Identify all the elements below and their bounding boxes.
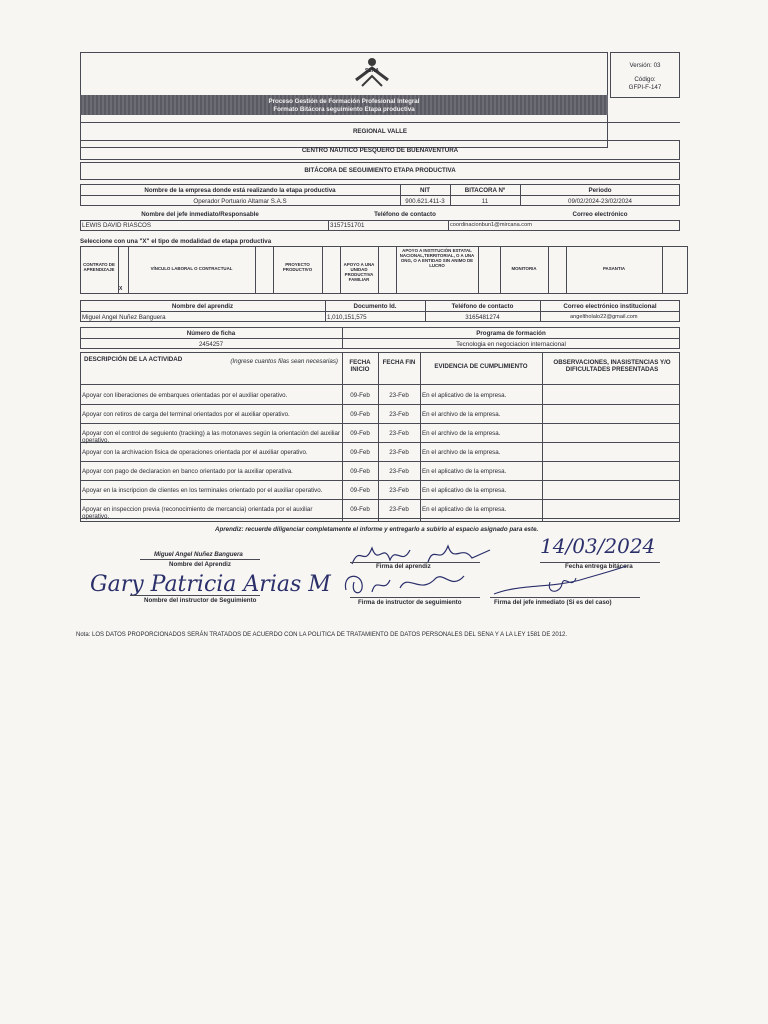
jefe-telefono-label: Teléfono de contacto xyxy=(374,211,436,218)
row-divider xyxy=(80,404,680,405)
activity-start-date: 09-Feb xyxy=(350,449,370,456)
regional-title: REGIONAL VALLE xyxy=(352,128,408,135)
divider xyxy=(350,597,480,598)
firma-jefe-label: Firma del jefe inmediato (Si es del caso) xyxy=(494,599,612,606)
option-monitoria: MONITORIA xyxy=(511,266,537,271)
activity-evidence: En el aplicativo de la empresa. xyxy=(422,468,507,475)
aprendiz-telefono: 3165481274 xyxy=(465,314,500,321)
activity-end-date: 23-Feb xyxy=(389,411,409,418)
aprendiz-nombre-label: Nombre del aprendiz xyxy=(171,303,234,310)
process-banner xyxy=(80,95,608,115)
jefe-correo: coordinacionbun1@mircana.com xyxy=(450,222,532,228)
nit-value: 900.621.411-3 xyxy=(405,198,445,205)
instructor-name: Gary Patricia Arias M xyxy=(90,572,331,597)
code-label: Código: xyxy=(634,76,656,83)
activity-end-date: 23-Feb xyxy=(389,468,409,475)
activity-description: Apoyar en la inscripcion de clientes en los terminales orientado por el auxiliar operativo. xyxy=(82,487,323,494)
programa-value: Tecnologia en negociacion internacional xyxy=(456,341,566,348)
divider xyxy=(130,595,260,596)
activity-end-date: 23-Feb xyxy=(389,392,409,399)
divider xyxy=(448,220,449,231)
nombre-aprendiz-label: Nombre del Aprendiz xyxy=(169,561,231,568)
activity-end-date: 23-Feb xyxy=(389,506,409,513)
descripcion-header: DESCRIPCIÓN DE LA ACTIVIDAD xyxy=(84,356,183,363)
nombre-instructor-label: Nombre del instructor de Seguimiento xyxy=(144,597,257,604)
code-text: GFPI-F-147 xyxy=(628,84,662,91)
divider xyxy=(542,352,543,522)
row-divider xyxy=(80,480,680,481)
empresa-value: Operador Portuario Altamar S.A.S xyxy=(193,198,287,205)
divider xyxy=(80,122,680,123)
aprendiz-documento: 1,010,151,575 xyxy=(327,314,367,321)
activity-evidence: En el archivo de la empresa. xyxy=(422,411,501,418)
centro-title: CENTRO NAUTICO PESQUERO DE BUENAVENTURA xyxy=(301,147,459,154)
jefe-row xyxy=(80,220,680,231)
row-divider xyxy=(80,461,680,462)
divider xyxy=(378,246,379,294)
divider xyxy=(80,195,680,196)
option-mark: X xyxy=(119,286,123,292)
ficha-value: 2454257 xyxy=(198,341,224,348)
divider xyxy=(342,352,343,522)
activity-description: Apoyar con pago de declaracion en banco orientado por la auxiliar operativa. xyxy=(82,468,293,475)
divider xyxy=(420,352,421,522)
divider xyxy=(80,338,680,339)
divider xyxy=(140,559,260,560)
firma-aprendiz-label: Firma del aprendiz xyxy=(376,563,431,570)
evidencia-header: EVIDENCIA DE CUMPLIMIENTO xyxy=(434,363,528,370)
divider xyxy=(662,246,663,294)
periodo-value: 09/02/2024-23/02/2024 xyxy=(568,198,632,205)
modalidad-label: Seleccione con una "X" el tipo de modalidad de etapa productiva xyxy=(80,238,272,245)
activity-end-date: 23-Feb xyxy=(389,449,409,456)
fecha-fin-header: FECHA FIN xyxy=(382,359,416,366)
empresa-label: Nombre de la empresa donde está realizando la etapa productiva xyxy=(144,187,336,194)
activity-description: Apoyar con la archivacion fisica de operaciones orientada por el auxiliar operativo. xyxy=(82,449,308,456)
privacy-note: Nota: LOS DATOS PROPORCIONADOS SERÁN TRATADOS DE ACUERDO CON LA POLITICA DE TRATAMIENTO DE DATOS PERSONALES DEL SENA Y A LA LEY 1581 DE 2012. xyxy=(76,632,568,638)
activity-start-date: 09-Feb xyxy=(350,430,370,437)
bitacora-form xyxy=(70,50,686,970)
option-contrato-aprendizaje: CONTRATO DE APRENDIZAJE xyxy=(83,262,115,272)
activity-start-date: 09-Feb xyxy=(350,411,370,418)
divider xyxy=(548,246,549,294)
divider xyxy=(328,220,329,231)
activity-description: Apoyar en inspeccion previa (reconocimiento de mercancia) orientada por el auxiliar operativo. xyxy=(82,506,313,520)
nit-label: NIT xyxy=(420,187,430,194)
divider xyxy=(490,597,640,598)
aprendiz-telefono-label: Teléfono de contacto xyxy=(451,303,514,310)
observaciones-header: OBSERVACIONES, INASISTENCIAS Y/O DIFICULTADES PRESENTADAS xyxy=(553,359,671,373)
activity-evidence: En el archivo de la empresa. xyxy=(422,449,501,456)
programa-label: Programa de formación xyxy=(476,330,546,337)
activity-evidence: En el aplicativo de la empresa. xyxy=(422,487,507,494)
bitacora-number-label: BITACORA Nº xyxy=(464,187,506,194)
divider xyxy=(255,246,256,294)
jefe-correo-label: Correo electrónico xyxy=(572,211,628,218)
activity-description: Apoyar con retiros de carga del terminal orientados por el auxiliar operativo. xyxy=(82,411,290,418)
periodo-label: Periodo xyxy=(588,187,612,194)
fecha-inicio-header: FECHA INICIO xyxy=(349,359,371,373)
activity-description: Apoyar con el control de seguiento (tracking) a las motonaves según la orientación del auxiliar operativo. xyxy=(82,430,340,444)
fecha-entrega-label: Fecha entrega bitácora xyxy=(565,563,633,570)
sena-logo-text: SENA xyxy=(365,68,379,74)
activity-start-date: 09-Feb xyxy=(350,468,370,475)
bitacora-title: BITÁCORA DE SEGUIMIENTO ETAPA PRODUCTIVA xyxy=(304,167,456,174)
bitacora-number: 11 xyxy=(481,198,489,205)
activity-start-date: 09-Feb xyxy=(350,506,370,513)
option-unidad-productiva-familiar: APOYO A UNA UNIDAD PRODUCTIVA FAMILIAR xyxy=(343,262,375,282)
ficha-label: Número de ficha xyxy=(186,330,236,337)
activity-start-date: 09-Feb xyxy=(350,487,370,494)
row-divider xyxy=(80,423,680,424)
divider xyxy=(322,246,323,294)
activity-evidence: En el aplicativo de la empresa. xyxy=(422,506,507,513)
version-text: Versión: 03 xyxy=(629,62,661,69)
divider xyxy=(378,352,379,522)
banner-line2: Formato Bitácora seguimiento Etapa productiva xyxy=(273,106,415,113)
aprendiz-note: Aprendiz: recuerde diligenciar completamente el informe y entregarlo a subirlo al espacio asignado para este. xyxy=(215,526,539,533)
option-institucion-estatal: APOYO A INSTITUCIÓN ESTATAL NACIONAL,TERRITORIAL, O A UNA ONG, O A ENTIDAD SIN ANIMO DE LUCRO xyxy=(399,248,475,268)
jefe-telefono: 3157151701 xyxy=(330,222,365,229)
divider xyxy=(80,311,680,312)
option-proyecto-productivo: PROYECTO PRODUCTIVO xyxy=(282,262,313,272)
activity-evidence: En el aplicativo de la empresa. xyxy=(422,392,507,399)
footer-aprendiz-name: Miguel Angel Nuñez Banguera xyxy=(154,551,243,558)
divider xyxy=(478,246,479,294)
aprendiz-nombre: Miguel Angel Nuñez Banguera xyxy=(82,314,166,321)
firma-instructor-label: Firma de instructor de seguimiento xyxy=(358,599,462,606)
activity-start-date: 09-Feb xyxy=(350,392,370,399)
aprendiz-correo-label: Correo electrónico institucional xyxy=(563,303,657,310)
divider xyxy=(80,384,680,385)
activity-end-date: 23-Feb xyxy=(389,487,409,494)
banner-line1: Proceso Gestión de Formación Profesional Integral xyxy=(268,98,420,105)
jefe-value: LEWIS DAVID RIASCOS xyxy=(82,222,151,229)
row-divider xyxy=(80,499,680,500)
activity-end-date: 23-Feb xyxy=(389,430,409,437)
version-box xyxy=(610,52,680,98)
option-vinculo-laboral: VÍNCULO LABORAL O CONTRACTUAL xyxy=(150,266,233,271)
fecha-entrega-value: 14/03/2024 xyxy=(540,534,656,558)
jefe-label: Nombre del jefe inmediato/Responsable xyxy=(141,211,259,218)
descripcion-note: (Ingrese cuantos filas sean necesarias) xyxy=(230,358,338,365)
activity-evidence: En el archivo de la empresa. xyxy=(422,430,501,437)
aprendiz-documento-label: Documento Id. xyxy=(353,303,397,310)
aprendiz-correo: angeltholalo22@gmail.com xyxy=(570,314,638,320)
activity-description: Apoyar con liberaciones de embarques orientadas por el auxiliar operativo. xyxy=(82,392,288,399)
option-pasantia: PASANTIA xyxy=(602,266,626,271)
